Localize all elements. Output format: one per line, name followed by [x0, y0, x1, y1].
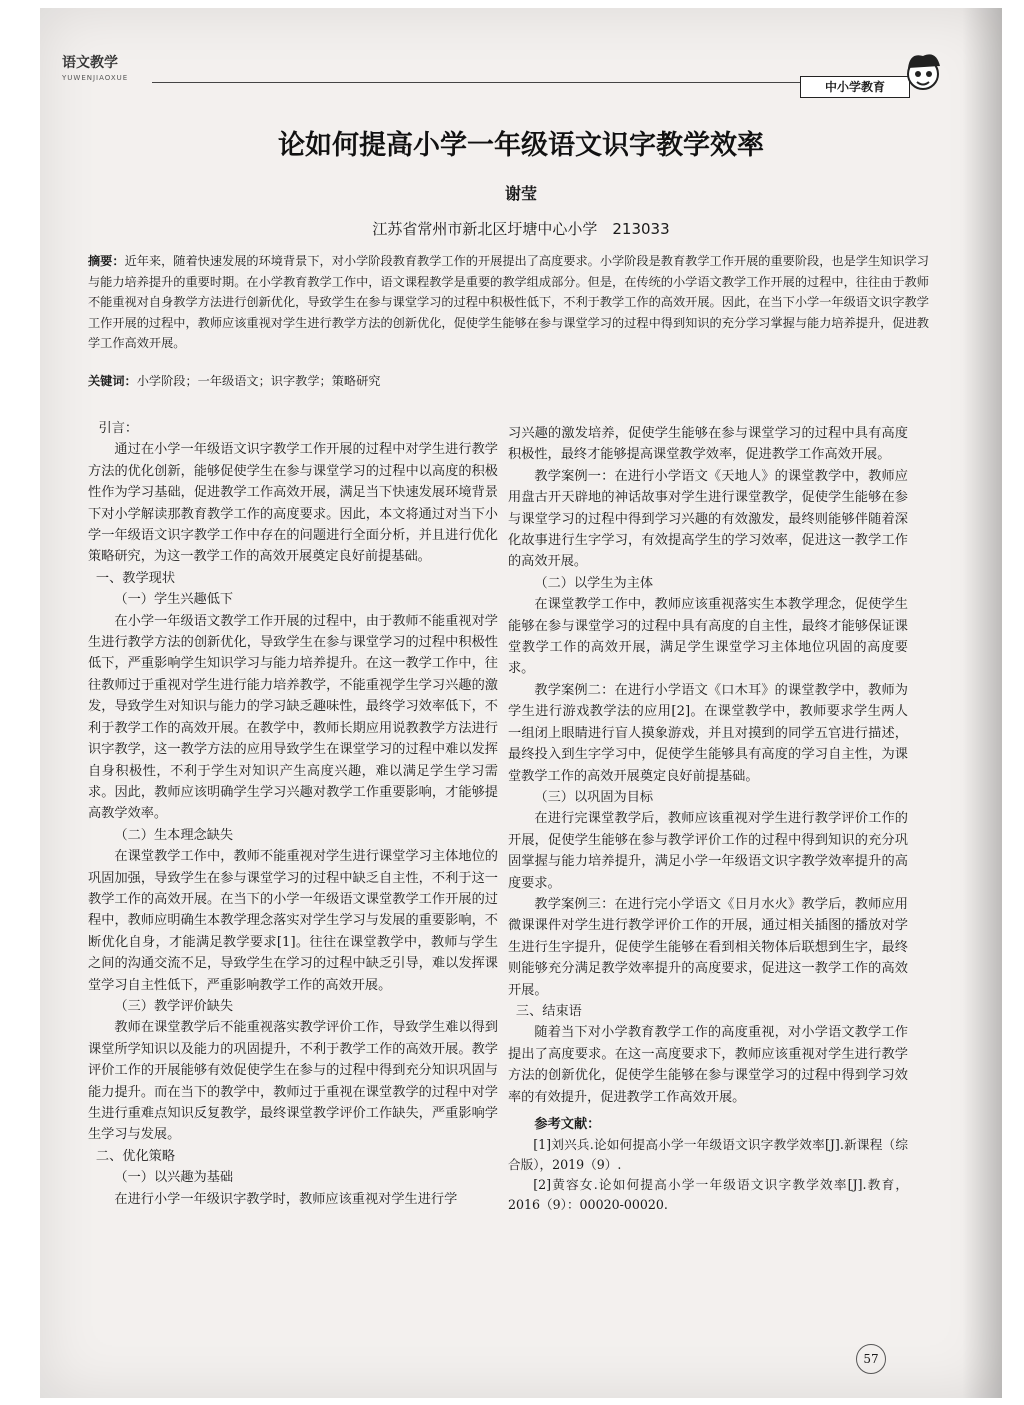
header-rule	[152, 82, 820, 83]
article-title: 论如何提高小学一年级语文识字教学效率	[278, 130, 764, 161]
section-heading: 三、结束语	[515, 1003, 582, 1019]
keywords-text: 小学阶段；一年级语文；识字教学；策略研究	[136, 374, 381, 388]
right-column	[508, 423, 908, 1215]
abstract-label: 摘要：	[88, 254, 125, 268]
magazine-badge: 中小学教育	[800, 76, 910, 98]
scanned-page	[40, 8, 1002, 1398]
paragraph: 教师在课堂教学后不能重视落实教学评价工作，导致学生难以得到课堂所学知识以及能力的巩固提升，不利于教学工作的高效开展。教学评价工作的开展能够有效促使学生在参与的过程中得到充分知识巩固与能力提升。而在当下的教学中，教师过于重视在课堂教学的过程中对学生进行重难点知识反复教学，最终课堂教学评价工作缺失，严重影响学生学习与发展。	[88, 1020, 498, 1143]
section-heading: （二）生本理念缺失	[114, 827, 234, 843]
paragraph: 习兴趣的激发培养，促使学生能够在参与课堂学习的过程中具有高度积极性，最终才能够提高课堂教学效率，促进教学工作高效开展。	[508, 426, 908, 463]
section-heading: 参考文献：	[534, 1117, 601, 1132]
section-heading: （一）以兴趣为基础	[114, 1170, 234, 1186]
section-heading: （三）教学评价缺失	[114, 998, 234, 1014]
cartoon-mascot-icon	[898, 46, 948, 96]
section-heading: （一）学生兴趣低下	[114, 592, 234, 608]
page-number: 57	[856, 1344, 886, 1374]
abstract	[88, 251, 933, 354]
article-author: 谢莹	[504, 184, 537, 203]
journal-section: 语文教学	[62, 55, 118, 71]
reference-entry: [2]黄容女.论如何提高小学一年级语文识字教学效率[J].教育，2016（9）：00020-00020.	[508, 1177, 908, 1213]
paragraph: 通过在小学一年级语文识字教学工作开展的过程中对学生进行教学方法的优化创新，能够促使学生在参与课堂学习的过程中以高度的积极性作为学习基础，促进教学工作高效开展，满足当下快速发展环境背景下对小学解读那教育教学工作的高度要求。因此，本文将通过对当下小学一年级语文识字教学工作中存在的问题进行全面分析，并且进行优化策略研究，为这一教学工作的高效开展奠定良好前提基础。	[88, 442, 498, 565]
paragraph: 在课堂教学工作中，教师应该重视落实生本教学理念，促使学生能够在参与课堂学习的过程中具有高度的自主性，最终才能够保证课堂教学工作的高效开展，满足学生课堂学习主体地位巩固的高度要求。	[508, 597, 908, 677]
paragraph: 在小学一年级语文教学工作开展的过程中，由于教师不能重视对学生进行教学方法的创新优化，导致学生在参与课堂学习的过程中积极性低下，严重影响学生知识学习与能力培养提升。在这一教学工作中，往往教师过于重视对学生进行能力培养教学，不能重视学生学习兴趣的激发，导致学生对知识与能力的学习缺乏趣味性，最终学习效率低下，不利于教学工作的高效开展。在教学中，教师长期应用说教教学方法进行识字教学，这一教学方法的应用导致学生在课堂学习的过程中难以发挥自身积极性，不利于学生对知识产生高度兴趣，难以满足学生学习需求。因此，教师应该明确学生学习兴趣对教学工作重要影响，才能够提高教学效率。	[88, 613, 498, 822]
journal-pinyin: YUWENJIAOXUE	[62, 74, 129, 82]
page-edge-shadow	[962, 8, 1002, 1398]
keywords	[88, 372, 933, 389]
paragraph: 在课堂教学工作中，教师不能重视对学生进行课堂学习主体地位的巩固加强，导致学生在参与课堂学习的过程中缺乏自主性，不利于这一教学工作的高效开展。在当下的小学一年级语文课堂教学工作开展的过程中，教师应明确生本教学理念落实对学生学习与发展的重要影响，不断优化自身，才能满足教学要求[1]。往往在课堂教学中，教师与学生之间的沟通交流不足，导致学生在学习的过程中缺乏引导，难以发挥课堂学习自主性低下，严重影响教学工作的高效开展。	[88, 849, 498, 993]
paragraph: 教学案例三：在进行完小学语文《日月水火》教学后，教师应用微课课件对学生进行教学评价工作的开展，通过相关插图的播放对学生进行生字提升，促使学生能够在看到相关物体后联想到生字，最终则能够充分满足教学效率提升的高度要求，促进这一教学工作的高效开展。	[508, 896, 908, 998]
reference-entry: [1]刘兴兵.论如何提高小学一年级语文识字教学效率[J].新课程（综合版），2019（9）.	[508, 1137, 908, 1173]
section-heading: 引言：	[98, 421, 139, 436]
keywords-label: 关键词：	[88, 374, 137, 388]
author-affiliation: 江苏省常州市新北区圩塘中心小学 213033	[372, 220, 670, 238]
paragraph: 在进行完课堂教学后，教师应该重视对学生进行教学评价工作的开展，促使学生能够在参与教学评价工作的过程中得到知识的充分巩固掌握与能力培养提升，满足小学一年级语文识字教学效率提升的高度要求。	[508, 811, 908, 891]
paragraph: 在进行小学一年级识字教学时，教师应该重视对学生进行学	[114, 1191, 458, 1207]
section-heading: 一、教学现状	[95, 570, 176, 586]
section-heading: （二）以学生为主体	[534, 575, 654, 591]
section-heading: （三）以巩固为目标	[534, 789, 654, 805]
left-column	[88, 418, 498, 1210]
section-heading: 二、优化策略	[95, 1148, 176, 1164]
abstract-text: 近年来，随着快速发展的环境背景下，对小学阶段教育教学工作的开展提出了高度要求。小学阶段是教育教学工作开展的重要阶段，也是学生知识学习与能力培养提升的重要时期。在小学教育教学工作中，语文课程教学是重要的教学组成部分。但是，在传统的小学语文教学工作开展的过程中，往往由于教师不能重视对自身教学方法进行创新优化，导致学生在参与课堂学习的过程中积极性低下，不利于教学工作的高效开展。因此，在当下小学一年级语文识字教学工作开展的过程中，教师应该重视对学生进行教学方法的创新优化，促使学生能够在参与课堂学习的过程中得到知识的充分学习掌握与能力培养提升，促进教学工作高效开展。	[88, 254, 929, 350]
paragraph: 教学案例一：在进行小学语文《天地人》的课堂教学中，教师应用盘古开天辟地的神话故事对学生进行课堂教学，促使学生能够在参与课堂学习的过程中得到学习兴趣的有效激发，最终则能够伴随着深化故事进行生字学习，有效提高学生的学习效率，促进这一教学工作的高效开展。	[508, 468, 908, 570]
paragraph: 随着当下对小学教育教学工作的高度重视，对小学语文教学工作提出了高度要求。在这一高度要求下，教师应该重视对学生进行教学方法的创新优化，促使学生能够在参与课堂学习的过程中得到学习效率的有效提升，促进教学工作高效开展。	[508, 1025, 908, 1105]
paragraph: 教学案例二：在进行小学语文《口木耳》的课堂教学中，教师为学生进行游戏教学法的应用[2]。在课堂教学中，教师要求学生两人一组闭上眼睛进行盲人摸象游戏，并且对摸到的同学五官进行描述，最终投入到生字学习中，促使学生能够具有高度的学习自主性，为课堂教学工作的高效开展奠定良好前提基础。	[508, 682, 908, 784]
running-header	[62, 52, 128, 82]
